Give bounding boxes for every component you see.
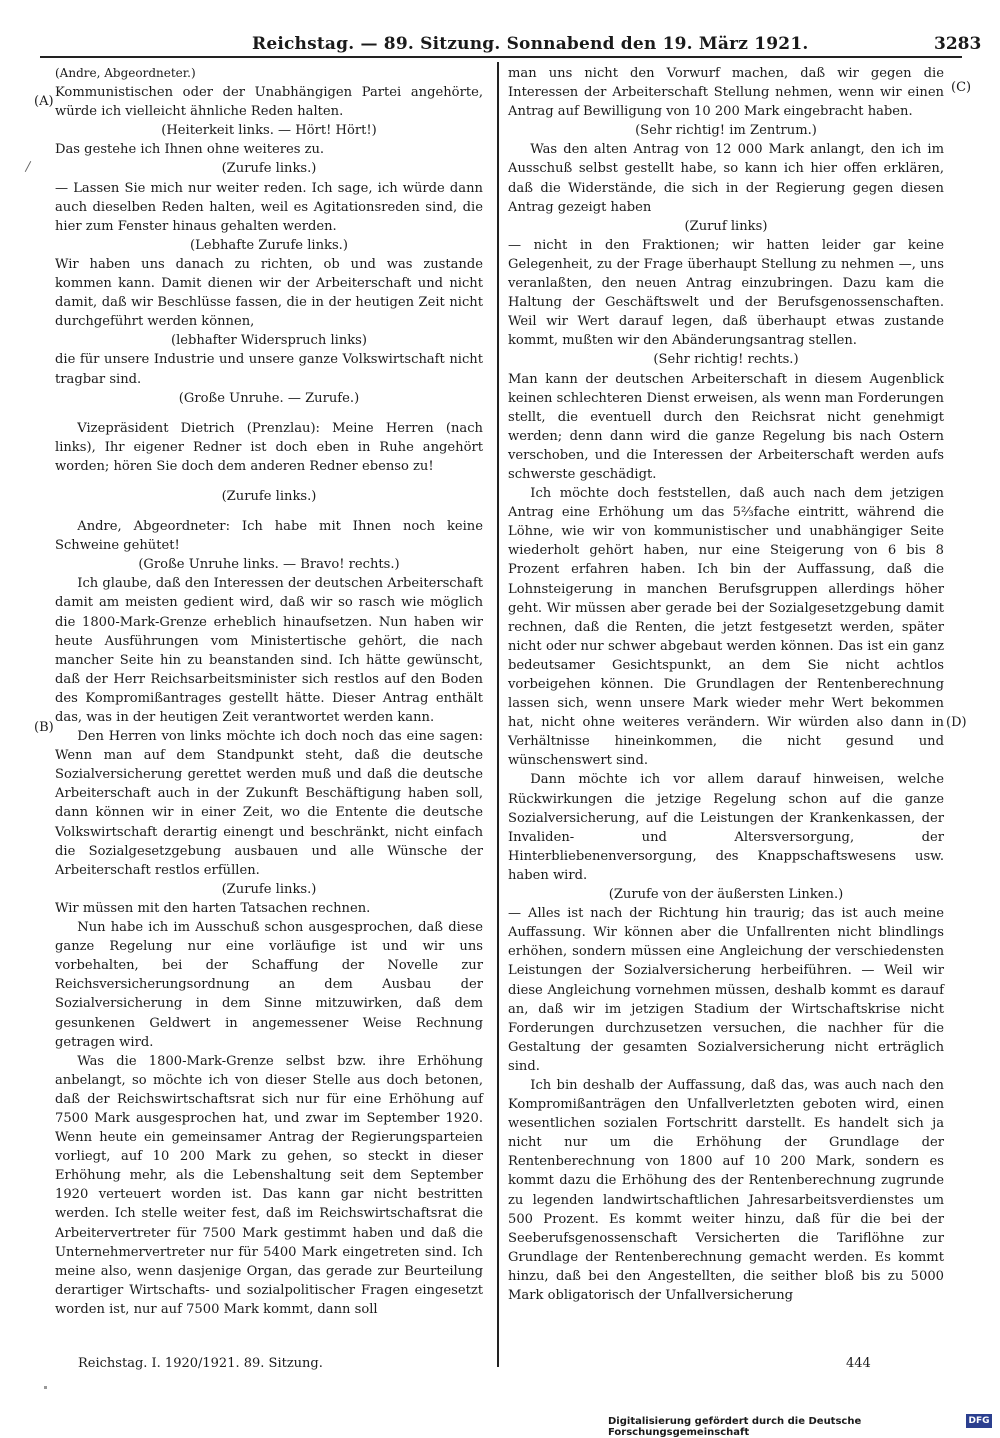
page-number: 3283 xyxy=(934,34,982,54)
interjection: (Zurufe links.) xyxy=(221,881,317,897)
interjection: (Zurufe links.) xyxy=(221,488,317,504)
paragraph: Ich bin deshalb der Auffassung, daß das, was auch nach den Kompromißanträgen den Unfallverletzten geboten wird, einen wesentlichen sozialen Fortschritt darstellt. Es handelt sich ja nicht nur um die Erhöhung der Grundlage der Rentenberechnung von 1800 auf 10 200 Mark, sondern es kommt dazu die Erhöhung des der Rentenberechnung zugrunde zu legenden landwirtschaftlichen Jahresarbeitsverdienstes um 500 Prozent. Es kommt weiter hinzu, daß für die bei der Seeberufsgenossenschaft Versicherten die Tariflöhne zur Grundlage der Rentenberechnung gemacht werden. Es kommt hinzu, daß bei den Angestellten, die seither bloß bis zu 5000 Mark obligatorisch der Unfallversicherung xyxy=(508,1077,944,1303)
paragraph: die für unsere Industrie und unsere ganze Volkswirtschaft nicht tragbar sind. xyxy=(55,352,483,387)
footer-sheet-number: 444 xyxy=(846,1356,871,1371)
header-rule xyxy=(40,56,962,58)
speaker-continuation: (Andre, Abgeordneter.) xyxy=(55,66,196,80)
paragraph: Das gestehe ich Ihnen ohne weiteres zu. xyxy=(55,142,325,158)
paragraph: Man kann der deutschen Arbeiterschaft in diesem Augenblick keinen schlechteren Dienst erweisen, als wenn man Forderungen stellt, die eventuell durch den Reichsrat nicht genehmigt werden; denn dann wird die ganze Regelung bis nach Ostern verschoben, und die Interessen der Arbeiterschaft werden aufs schwerste geschädigt. xyxy=(508,371,944,482)
interjection: (Große Unruhe links. — Bravo! rechts.) xyxy=(138,557,400,573)
interjection: (lebhafter Widerspruch links) xyxy=(170,333,368,349)
right-column xyxy=(508,64,944,1305)
paragraph: — nicht in den Fraktionen; wir hatten leider gar keine Gelegenheit, zu der Frage überhaupt Stellung zu nehmen —, uns veranlaßten, den neuen Antrag einzubringen. Dazu kam die Haltung der Geschäftswelt und der Berufsgenossenschaften. Weil wir Wert darauf legen, daß überhaupt etwas zustande kommt, mußten wir den Abänderungsantrag stellen. xyxy=(508,237,944,349)
margin-label-d: (D) xyxy=(946,715,967,730)
interjection: (Sehr richtig! rechts.) xyxy=(653,352,799,368)
paragraph: Wir haben uns danach zu richten, ob und was zustande kommen kann. Damit dienen wir der Arbeiterschaft und nicht damit, daß wir Beschlüsse fassen, die in der heutigen Zeit nicht durchgeführt werden können, xyxy=(55,256,483,330)
paragraph: Kommunistischen oder der Unabhängigen Partei angehörte, würde ich vielleicht ähnliche Reden halten. xyxy=(55,85,483,120)
scan-dot xyxy=(44,1386,47,1389)
interjection: (Sehr richtig! im Zentrum.) xyxy=(635,123,817,139)
dfg-logo: DFG xyxy=(966,1414,992,1428)
margin-label-b: (B) xyxy=(34,720,54,735)
interjection: (Zuruf links) xyxy=(684,218,768,234)
paragraph: Was den alten Antrag von 12 000 Mark anlangt, den ich im Ausschuß selbst gestellt habe, so kann ich hier offen erklären, daß die Widerstände, die sich in der Regierung gegen diesen Antrag gezeigt haben xyxy=(508,142,944,215)
paragraph: Ich glaube, daß den Interessen der deutschen Arbeiterschaft damit am meisten gedient wird, daß wir so rasch wie möglich die 1800-Mark-Grenze erheblich hinaufsetzen. Nun haben wir heute Ausführungen vom Ministertische gehört, die nach mancher Seite hin zu beanstanden sind. Ich hätte gewünscht, daß der Herr Reichsarbeitsminister sich restlos auf den Boden des Kompromißantrages gestellt hätte. Dieser Antrag enthält das, was in der heutigen Zeit verantwortet werden kann. xyxy=(55,576,483,725)
paragraph: Wir müssen mit den harten Tatsachen rechnen. xyxy=(55,900,371,916)
paragraph: Was die 1800-Mark-Grenze selbst bzw. ihre Erhöhung anbelangt, so möchte ich von dieser Stelle aus doch betonen, daß der Reichswirtschaftsrat sich nur für eine Erhöhung auf 7500 Mark ausgesprochen hat, und zwar im September 1920. Wenn heute ein gemeinsamer Antrag der Regierungsparteien vorliegt, auf 10 200 Mark zu gehen, so steckt in dieser Erhöhung mehr, als die Lebenshaltung seit dem September 1920 verteuert worden ist. Das kann gar nicht bestritten werden. Ich stelle weiter fest, daß im Reichswirtschaftsrat die Arbeitervertreter für 7500 Mark gestimmt haben und daß die Unternehmervertreter nur für 5400 Mark eingetreten sind. Ich meine also, wenn dasjenige Organ, das gerade zur Beurteilung derartiger Wirtschafts- und sozialpolitischer Fragen eingesetzt worden ist, nur auf 7500 Mark kommt, dann soll xyxy=(55,1053,483,1317)
paragraph: — Alles ist nach der Richtung hin traurig; das ist auch meine Auffassung. Wir können aber die Unfallrenten nicht blindlings erhöhen, sondern müssen eine Angleichung der verschiedensten Leistungen der Sozialversicherung herbeiführen. — Weil wir diese Angleichung vornehmen müssen, deshalb kommt es darauf an, daß wir im jetzigen Stadium der Wirtschaftskrise nicht Forderungen durchzusetzen versuchen, die nachher für die Gestaltung der gesamten Sozialversicherung nicht erträglich sind. xyxy=(508,906,944,1074)
paragraph: Nun habe ich im Ausschuß schon ausgesprochen, daß diese ganze Regelung nur eine vorläufige ist und wir uns vorbehalten, bei der Schaffung der Novelle zur Reichsversicherungsordnung an dem Ausbau der Sozialversicherung in dem Sinne mitzuwirken, daß dem gesunkenen Geldwert in angemessener Weise Rechnung getragen wird. xyxy=(55,920,483,1050)
column-divider xyxy=(497,62,499,1367)
scan-mark xyxy=(25,161,32,172)
paragraph: — Lassen Sie mich nur weiter reden. Ich sage, ich würde dann auch dieselben Reden halten, weil es Agitationsreden sind, die hier zum Fenster hinaus gehalten werden. xyxy=(55,180,483,234)
paragraph: man uns nicht den Vorwurf machen, daß wir gegen die Interessen der Arbeiterschaft Stellung nehmen, wenn wir einen Antrag auf Bewilligung von 10 200 Mark eingebracht haben. xyxy=(508,66,944,120)
interjection: (Große Unruhe. — Zurufe.) xyxy=(178,390,360,406)
running-header: Reichstag. — 89. Sitzung. Sonnabend den 19. März 1921. xyxy=(252,34,809,54)
footer-signature: Reichstag. I. 1920/1921. 89. Sitzung. xyxy=(78,1356,323,1371)
vice-president-remark: Vizepräsident Dietrich (Prenzlau): Meine Herren (nach links), Ihr eigener Redner ist doch eben in Ruhe angehört worden; hören Sie doch dem anderen Redner ebenso zu! xyxy=(55,420,483,474)
interjection: (Heiterkeit links. — Hört! Hört!) xyxy=(161,123,377,139)
interjection: (Lebhafte Zurufe links.) xyxy=(190,237,348,253)
speaker-statement: Andre, Abgeordneter: Ich habe mit Ihnen noch keine Schweine gehütet! xyxy=(55,519,483,554)
margin-label-c: (C) xyxy=(951,80,972,95)
paragraph: Dann möchte ich vor allem darauf hinweisen, welche Rückwirkungen die jetzige Regelung schon auf die ganze Sozialversicherung, auf die Leistungen der Krankenkassen, der Invaliden- und Altersversorgung, der Hinterbliebenenversorgung, des Knappschaftswesens usw. haben wird. xyxy=(508,772,944,883)
paragraph: Den Herren von links möchte ich doch noch das eine sagen: Wenn man auf dem Standpunkt steht, daß die deutsche Sozialversicherung gerettet werden muß und daß die deutsche Arbeiterschaft auch in der Zukunft Beschäftigung haben soll, dann können wir in einer Zeit, wo die Entente die deutsche Volkswirtschaft derartig einengt und beschränkt, nicht einfach die Sozialgesetzgebung ausbauen und alle Wünsche der Arbeiterschaft restlos erfüllen. xyxy=(55,729,483,878)
interjection: (Zurufe links.) xyxy=(221,161,317,177)
left-column xyxy=(55,64,483,1319)
digitization-credit: Digitalisierung gefördert durch die Deutsche Forschungsgemeinschaft xyxy=(608,1416,862,1438)
interjection: (Zurufe von der äußersten Linken.) xyxy=(608,887,844,903)
margin-label-a: (A) xyxy=(34,94,54,109)
paragraph: Ich möchte doch feststellen, daß auch nach dem jetzigen Antrag eine Erhöhung um das 5⅔fache eintritt, während die Löhne, wie wir von kommunistischer und unabhängiger Seite wiederholt gehört haben, nur eine Steigerung von 6 bis 8 Prozent erfahren haben. Ich bin der Auffassung, daß die Lohnsteigerung in manchen Berufsgruppen allerdings höher geht. Wir müssen aber gerade bei der Sozialgesetzgebung damit rechnen, daß die Renten, die jetzt festgesetzt werden, später nicht oder nur schwer abgebaut werden können. Das ist ein ganz bedeutsamer Gesichtspunkt, an dem Sie nicht achtlos vorbeigehen können. Die Grundlagen der Rentenberechnung lassen sich, wenn unsere Mark wieder mehr Wert bekommen hat, nicht ohne weiteres verändern. Wir würden also dann in Verhältnisse hineinkommen, die nicht gesund und wünschenswert sind. xyxy=(508,486,944,769)
